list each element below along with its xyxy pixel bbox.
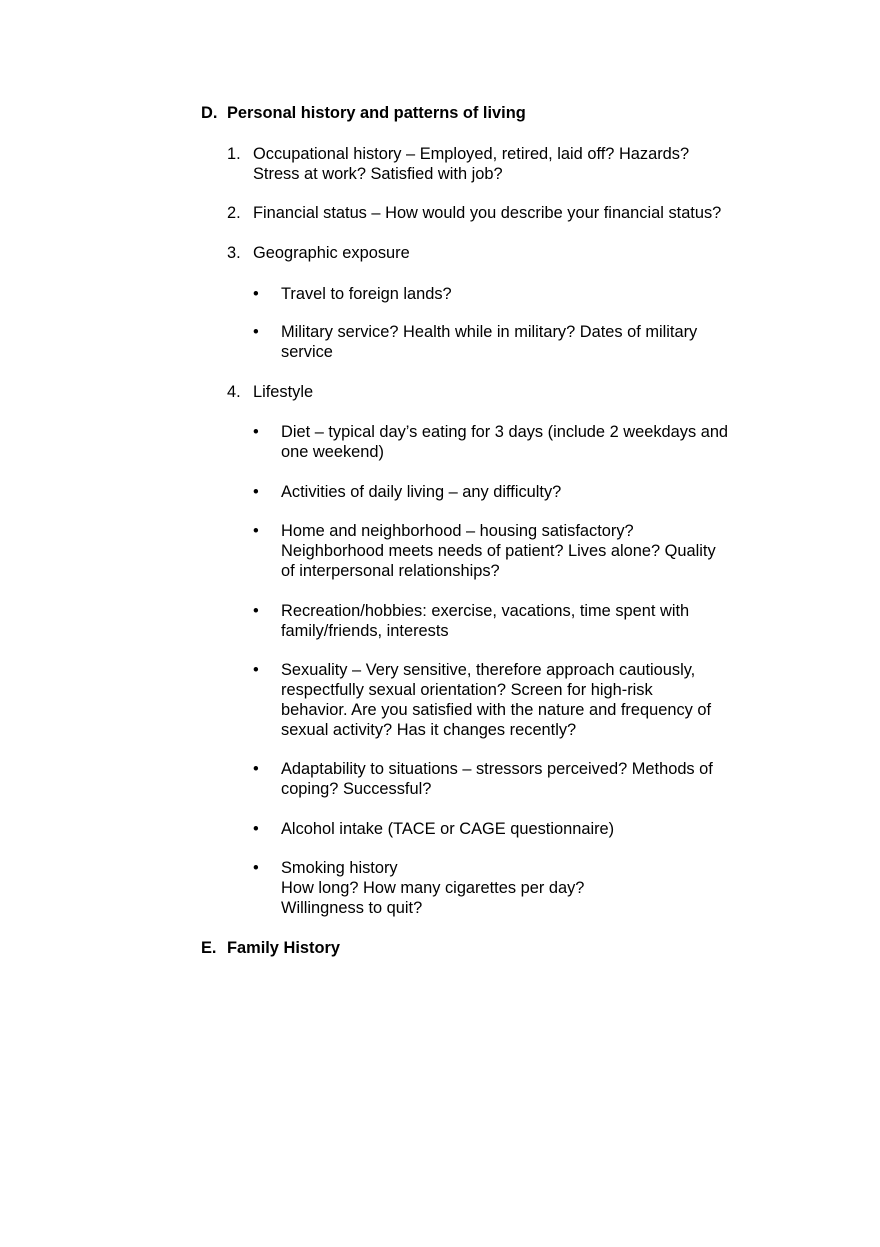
bullet-icon: •: [253, 423, 259, 441]
bullet-text: Activities of daily living – any difficulty?: [281, 483, 562, 501]
bullet-icon: •: [253, 522, 259, 540]
section-e-title: Family History: [227, 939, 340, 957]
bullet-text: Smoking history How long? How many cigarettes per day? Willingness to quit?: [281, 859, 585, 917]
section-e-letter: E.: [201, 939, 217, 957]
bullet-item-diet: [253, 422, 763, 462]
bullet-item-sexuality: [253, 660, 763, 740]
bullet-icon: •: [253, 661, 259, 679]
bullet-item-smoking: [253, 858, 763, 918]
bullet-text: Recreation/hobbies: exercise, vacations, time spent with family/friends, interests: [281, 602, 690, 640]
numbered-item-geographic: [227, 243, 767, 263]
item-number: 3.: [227, 244, 241, 262]
bullet-text: Travel to foreign lands?: [281, 285, 452, 303]
numbered-item-lifestyle: [227, 382, 767, 402]
bullet-text: Diet – typical day’s eating for 3 days (include 2 weekdays and one weekend): [281, 423, 729, 461]
bullet-icon: •: [253, 820, 259, 838]
bullet-text: Sexuality – Very sensitive, therefore approach cautiously, respectfully sexual orientation? Screen for high-risk behavior. Are you satisfied with the nature and frequency of sexual activity? Has it changes recently?: [281, 661, 712, 739]
item-text: Occupational history – Employed, retired, laid off? Hazards? Stress at work? Satisfied with job?: [253, 145, 690, 183]
item-number: 1.: [227, 145, 241, 163]
section-e-heading: [201, 938, 340, 958]
numbered-item-occupational: [227, 144, 767, 184]
bullet-text: Home and neighborhood – housing satisfactory? Neighborhood meets needs of patient? Lives alone? Quality of interpersonal relationships?: [281, 522, 716, 580]
bullet-item-military: [253, 322, 763, 362]
bullet-icon: •: [253, 602, 259, 620]
item-number: 2.: [227, 204, 241, 222]
bullet-item-alcohol: [253, 819, 763, 839]
item-text: Financial status – How would you describe your financial status?: [253, 204, 722, 222]
bullet-item-daily-living: [253, 482, 763, 502]
bullet-icon: •: [253, 760, 259, 778]
bullet-text: Military service? Health while in military? Dates of military service: [281, 323, 698, 361]
bullet-item-travel: [253, 284, 763, 304]
bullet-item-home: [253, 521, 763, 581]
bullet-item-adaptability: [253, 759, 763, 799]
bullet-icon: •: [253, 483, 259, 501]
bullet-icon: •: [253, 285, 259, 303]
bullet-icon: •: [253, 323, 259, 341]
bullet-text: Alcohol intake (TACE or CAGE questionnaire): [281, 820, 615, 838]
section-d-heading: [201, 103, 526, 123]
section-d-letter: D.: [201, 104, 218, 122]
item-number: 4.: [227, 383, 241, 401]
bullet-text: Adaptability to situations – stressors perceived? Methods of coping? Successful?: [281, 760, 713, 798]
item-text: Lifestyle: [253, 383, 314, 401]
bullet-item-recreation: [253, 601, 763, 641]
numbered-item-financial: [227, 203, 767, 223]
bullet-icon: •: [253, 859, 259, 877]
item-text: Geographic exposure: [253, 244, 410, 262]
section-d-title: Personal history and patterns of living: [227, 104, 526, 122]
